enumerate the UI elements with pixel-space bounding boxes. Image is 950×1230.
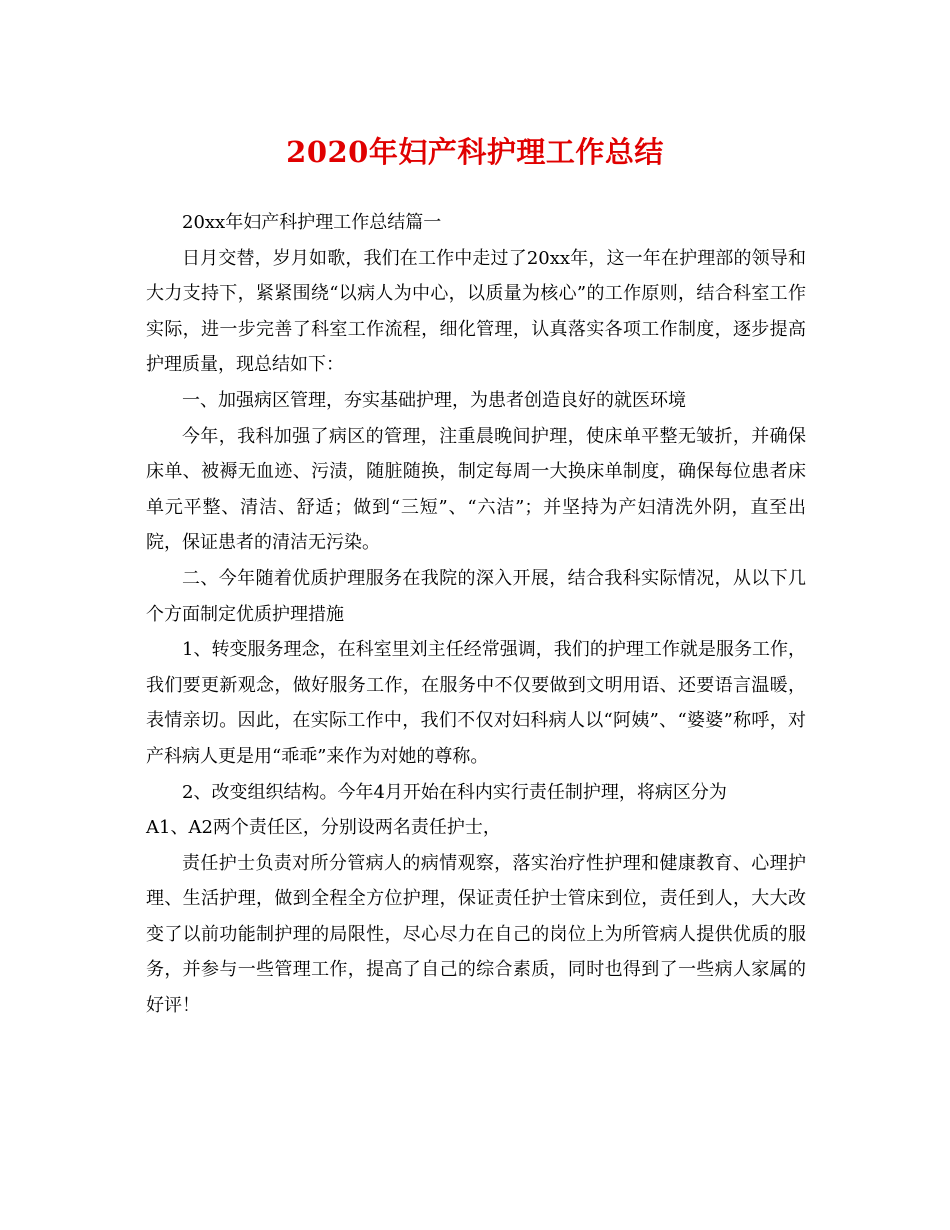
paragraph-organization-cont: A1、A2两个责任区，分别设两名责任护士，	[146, 817, 501, 839]
paragraph-intro: 日月交替，岁月如歌，我们在工作中走过了20xx年，这一年在护理部的领导和大力支持下，紧紧围绕“以病人为中心，以质量为核心”的工作原则，结合科室工作实际，进一步完善了科室工作流程，细化管理，认真落实各项工作制度，逐步提高护理质量，现总结如下：	[146, 247, 806, 376]
section-heading: 20xx年妇产科护理工作总结篇一	[182, 212, 442, 233]
paragraph-organization: 2、改变组织结构。今年4月开始在科内实行责任制护理，将病区分为	[182, 781, 727, 803]
subheading-one: 一、加强病区管理，夯实基础护理，为患者创造良好的就医环境	[182, 389, 686, 411]
document-title: 2020年妇产科护理工作总结	[286, 135, 664, 169]
paragraph-responsible-nurse: 责任护士负责对所分管病人的病情观察，落实治疗性护理和健康教育、心理护理、生活护理，做到全程全方位护理，保证责任护士管床到位，责任到人，大大改变了以前功能制护理的局限性，尽心尽力在自己的岗位上为所管病人提供优质的服务，并参与一些管理工作，提高了自己的综合素质，同时也得到了一些病人家属的好评！	[146, 852, 806, 1017]
subheading-two: 二、今年随着优质护理服务在我院的深入开展，结合我科实际情况，从以下几个方面制定优质护理措施	[146, 567, 806, 625]
document-body	[146, 205, 806, 1024]
paragraph-service-concept: 1、转变服务理念，在科室里刘主任经常强调，我们的护理工作就是服务工作，我们要更新观念，做好服务工作，在服务中不仅要做到文明用语、还要语言温暖，表情亲切。因此，在实际工作中，我们不仅对妇科病人以“阿姨”、“婆婆”称呼，对产科病人更是用“乖乖”来作为对她的尊称。	[146, 639, 806, 767]
paragraph-ward-management: 今年，我科加强了病区的管理，注重晨晚间护理，使床单平整无皱折，并确保床单、被褥无血迹、污渍，随脏随换，制定每周一大换床单制度，确保每位患者床单元平整、清洁、舒适；做到“三短”、“六洁”；并坚持为产妇清洗外阴，直至出院，保证患者的清洁无污染。	[146, 425, 806, 554]
